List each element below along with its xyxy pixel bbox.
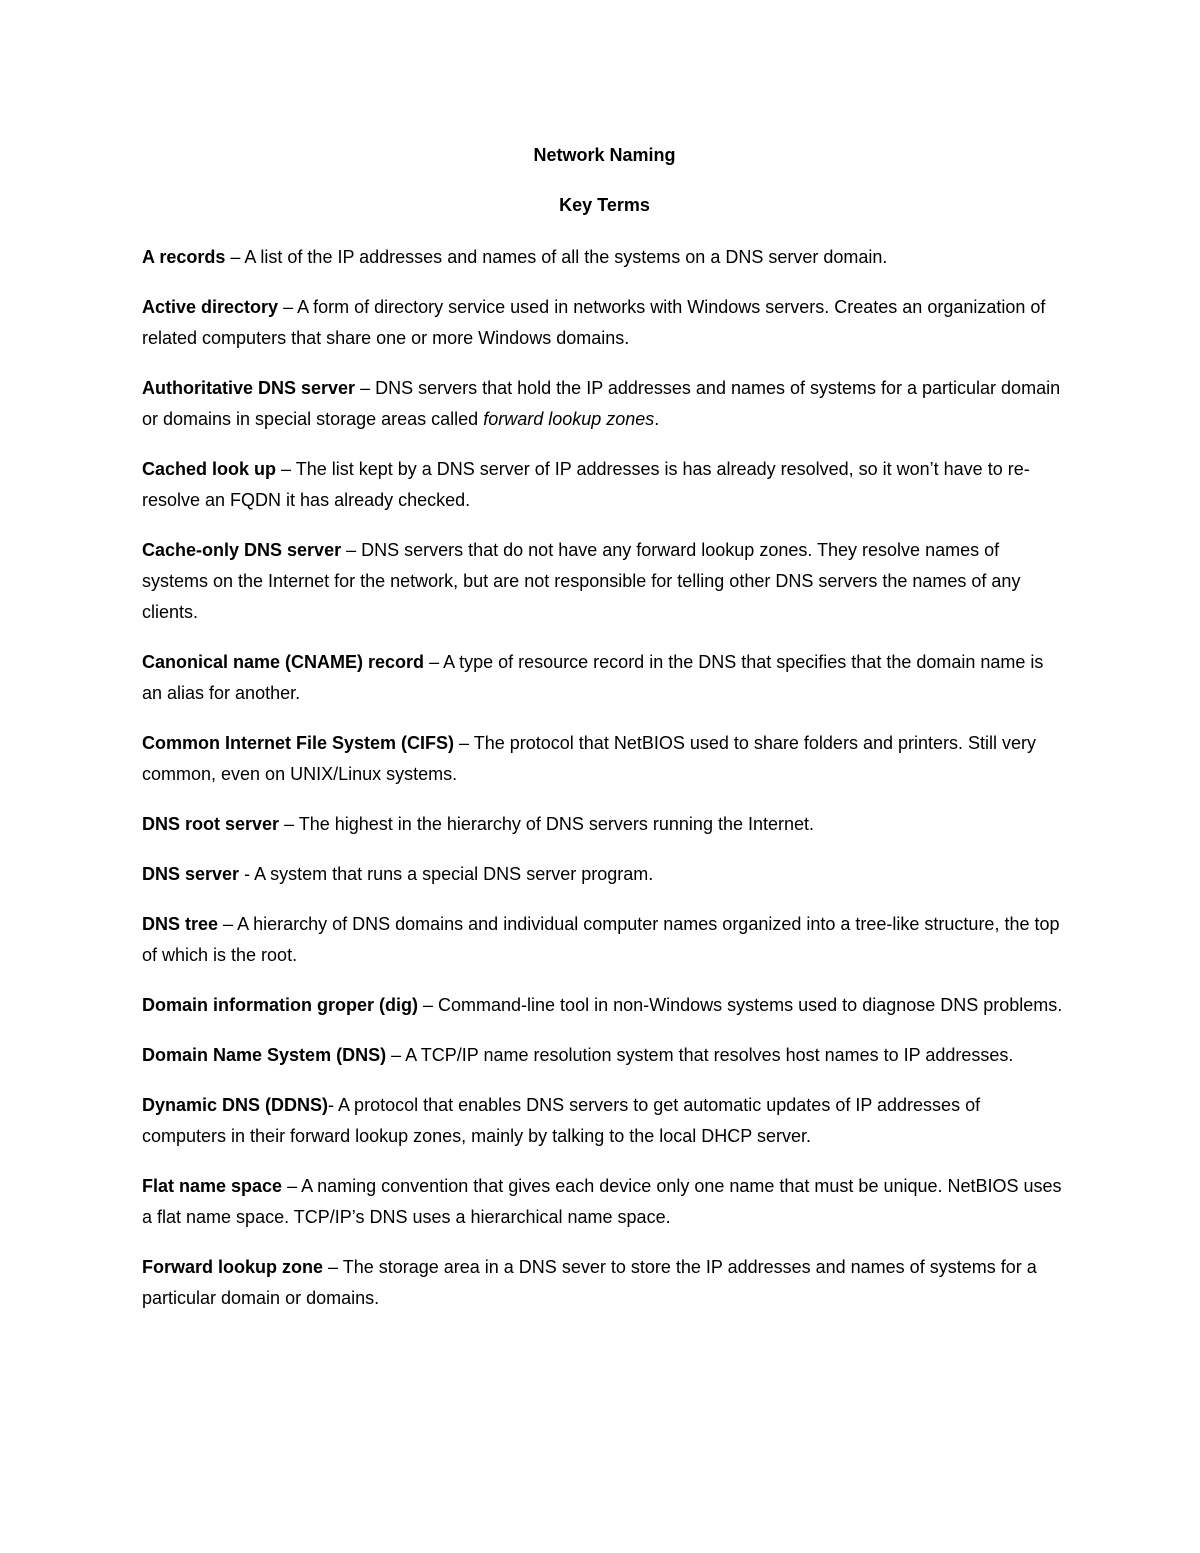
- term-separator: -: [328, 1095, 339, 1115]
- term-entry-dig: [142, 990, 1067, 1021]
- term-definition: A system that runs a special DNS server program.: [254, 864, 654, 884]
- term-definition: The storage area in a DNS sever to store the IP addresses and names of systems for a particular domain or domains.: [142, 1257, 1037, 1308]
- key-terms-list: [142, 242, 1067, 1314]
- term-name: Domain information groper (dig): [142, 995, 418, 1015]
- term-separator: –: [276, 459, 296, 479]
- term-entry-domain-name-system: [142, 1040, 1067, 1071]
- term-separator: –: [279, 814, 299, 834]
- term-name: DNS root server: [142, 814, 280, 834]
- term-name: Cached look up: [142, 459, 277, 479]
- term-name: Dynamic DNS (DDNS): [142, 1095, 329, 1115]
- term-separator: –: [278, 297, 298, 317]
- term-entry-dns-root-server: [142, 809, 1067, 840]
- term-definition: A protocol that enables DNS servers to get automatic updates of IP addresses of computers in their forward lookup zones, mainly by talking to the local DHCP server.: [142, 1095, 981, 1146]
- term-name: Canonical name (CNAME) record: [142, 652, 425, 672]
- term-definition: A naming convention that gives each device only one name that must be unique. NetBIOS uses a flat name space. TCP/IP’s DNS uses a hierarchical name space.: [142, 1176, 1062, 1227]
- term-entry-dns-server: [142, 859, 1067, 890]
- term-entry-cifs: [142, 728, 1067, 790]
- term-definition: DNS servers that do not have any forward lookup zones. They resolve names of systems on the Internet for the network, but are not responsible for telling other DNS servers the names of any clients.: [142, 540, 1021, 622]
- term-definition: A TCP/IP name resolution system that resolves host names to IP addresses.: [405, 1045, 1014, 1065]
- term-separator: -: [239, 864, 255, 884]
- term-separator: –: [454, 733, 474, 753]
- term-definition: A form of directory service used in networks with Windows servers. Creates an organization of related computers that share one or more Windows domains.: [142, 297, 1046, 348]
- document-subtitle: Key Terms: [559, 195, 650, 215]
- term-name: Authoritative DNS server: [142, 378, 356, 398]
- term-definition: The protocol that NetBIOS used to share folders and printers. Still very common, even on UNIX/Linux systems.: [142, 733, 1037, 784]
- term-separator: –: [386, 1045, 406, 1065]
- term-definition-italic: forward lookup zones: [483, 409, 655, 429]
- term-entry-authoritative-dns-server: [142, 373, 1067, 435]
- term-entry-canonical-name-record: [142, 647, 1067, 709]
- term-separator: –: [418, 995, 439, 1015]
- term-entry-dns-tree: [142, 909, 1067, 971]
- term-entry-dynamic-dns: [142, 1090, 1067, 1152]
- term-name: Common Internet File System (CIFS): [142, 733, 455, 753]
- term-name: Active directory: [142, 297, 279, 317]
- term-name: Domain Name System (DNS): [142, 1045, 387, 1065]
- term-separator: –: [424, 652, 444, 672]
- term-definition: A hierarchy of DNS domains and individual computer names organized into a tree-like structure, the top of which is the root.: [142, 914, 1060, 965]
- term-definition-text: DNS servers that hold the IP addresses and names of systems for a particular domain or domains in special storage areas called: [142, 378, 1061, 429]
- term-entry-flat-name-space: [142, 1171, 1067, 1233]
- term-separator: –: [341, 540, 362, 560]
- term-definition-end: .: [654, 409, 660, 429]
- term-entry-cached-look-up: [142, 454, 1067, 516]
- term-separator: –: [323, 1257, 343, 1277]
- term-separator: –: [355, 378, 376, 398]
- term-entry-forward-lookup-zone: [142, 1252, 1067, 1314]
- term-name: DNS server: [142, 864, 240, 884]
- term-definition: A list of the IP addresses and names of all the systems on a DNS server domain.: [244, 247, 888, 267]
- term-definition: The list kept by a DNS server of IP addresses is has already resolved, so it won’t have to re-resolve an FQDN it has already checked.: [142, 459, 1030, 510]
- term-separator: –: [282, 1176, 302, 1196]
- term-definition: The highest in the hierarchy of DNS servers running the Internet.: [298, 814, 815, 834]
- term-separator: –: [218, 914, 238, 934]
- term-entry-active-directory: [142, 292, 1067, 354]
- term-entry-a-records: [142, 242, 1067, 273]
- term-name: Forward lookup zone: [142, 1257, 324, 1277]
- term-separator: –: [225, 247, 245, 267]
- term-name: Flat name space: [142, 1176, 283, 1196]
- document-title: Network Naming: [533, 145, 676, 165]
- term-name: DNS tree: [142, 914, 219, 934]
- term-entry-cache-only-dns-server: [142, 535, 1067, 628]
- term-name: A records: [142, 247, 226, 267]
- term-definition: Command-line tool in non-Windows systems used to diagnose DNS problems.: [438, 995, 1063, 1015]
- term-name: Cache-only DNS server: [142, 540, 342, 560]
- term-definition: A type of resource record in the DNS that specifies that the domain name is an alias for another.: [142, 652, 1044, 703]
- document-page: [142, 142, 1067, 1333]
